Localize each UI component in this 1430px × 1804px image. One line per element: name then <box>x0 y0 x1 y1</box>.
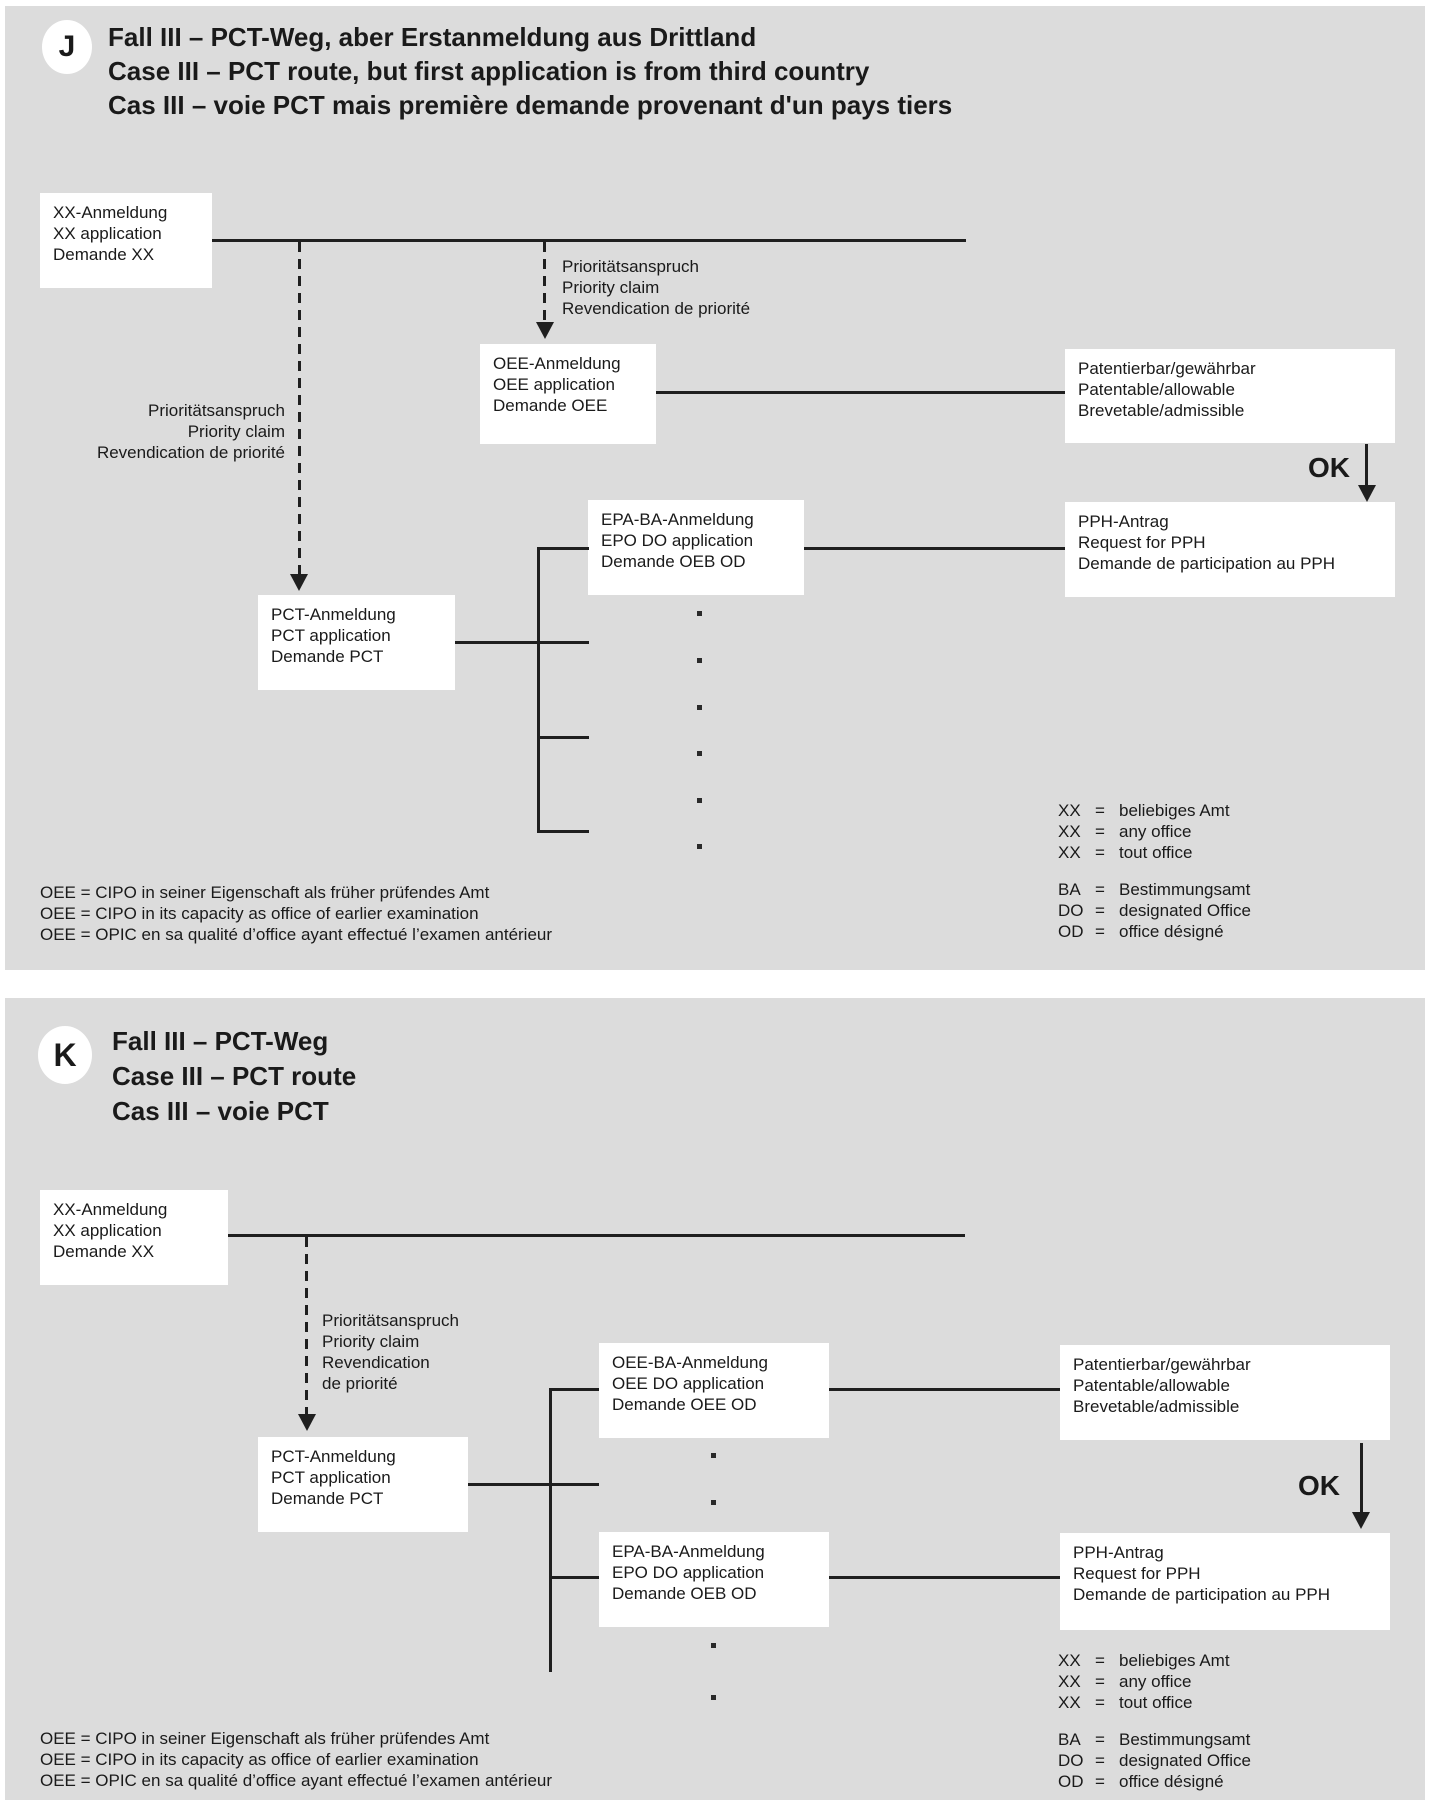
legend-abbreviations-j <box>1058 800 1251 942</box>
box-line: Demande XX <box>53 245 155 264</box>
legend-abbr: XX <box>1058 822 1081 841</box>
box-line: Request for PPH <box>1078 533 1206 552</box>
box-patentable-k <box>1060 1345 1390 1440</box>
legend-row <box>1058 1650 1251 1671</box>
legend-oee-j <box>40 882 552 945</box>
legend-equals: = <box>1095 880 1105 899</box>
box-line: Demande OEE <box>493 396 608 415</box>
box-xx-application-j <box>40 193 212 288</box>
ok-arrow-line-j <box>1365 444 1368 486</box>
box-line: Brevetable/admissible <box>1078 401 1245 420</box>
legend-text: Bestimmungsamt <box>1119 880 1251 899</box>
ellipsis-dot <box>697 798 702 803</box>
legend-equals: = <box>1095 1651 1105 1670</box>
ellipsis-dot <box>711 1695 716 1700</box>
legend-row <box>1058 1671 1251 1692</box>
box-line: Request for PPH <box>1073 1564 1201 1583</box>
ellipsis-dot <box>711 1453 716 1458</box>
box-pph-request-k <box>1060 1533 1390 1630</box>
legend-row <box>1058 1692 1251 1713</box>
connector-epo-do-to-pph-k <box>829 1576 1060 1579</box>
box-line: PCT-Anmeldung <box>271 1447 396 1466</box>
box-line: Demande OEE OD <box>612 1395 757 1414</box>
panel-j-title-en: Case III – PCT route, but first application is from third country <box>108 56 870 86</box>
connector-epo-to-pph-j <box>804 547 1065 550</box>
priority-label-line: Revendication de priorité <box>562 299 751 318</box>
panel-k-title <box>112 1024 356 1129</box>
legend-row <box>1058 879 1251 900</box>
box-line: PCT application <box>271 1468 391 1487</box>
priority-label-line: de priorité <box>322 1374 398 1393</box>
panel-j-title-de: Fall III – PCT-Weg, aber Erstanmeldung aus Drittland <box>108 22 757 52</box>
legend-text: office désigné <box>1119 922 1224 941</box>
connector-oee-do-to-patentable-k <box>829 1388 1060 1391</box>
priority-label-line: Priority claim <box>187 422 285 441</box>
ellipsis-dot <box>711 1500 716 1505</box>
legend-abbr: XX <box>1058 1693 1081 1712</box>
legend-oee-k <box>40 1728 552 1791</box>
box-xx-application-k <box>40 1190 228 1285</box>
panel-badge-k <box>38 1026 92 1084</box>
legend-row <box>1058 1729 1251 1750</box>
box-line: Patentable/allowable <box>1078 380 1235 399</box>
legend-equals: = <box>1095 843 1105 862</box>
box-line: Patentierbar/gewährbar <box>1073 1355 1251 1374</box>
box-line: EPO DO application <box>612 1563 765 1582</box>
ok-arrowhead-icon <box>1352 1512 1370 1529</box>
box-pct-application-k <box>258 1437 468 1532</box>
legend-equals: = <box>1095 1672 1105 1691</box>
legend-line: OEE = OPIC en sa qualité d’office ayant effectué l’examen antérieur <box>40 925 553 944</box>
legend-abbr: DO <box>1058 901 1084 920</box>
ellipsis-dot <box>697 751 702 756</box>
legend-line: OEE = CIPO in seiner Eigenschaft als früher prüfendes Amt <box>40 883 490 902</box>
box-line: Demande OEB OD <box>612 1584 757 1603</box>
box-patentable-j <box>1065 349 1395 443</box>
box-line: PCT-Anmeldung <box>271 605 396 624</box>
connector-xx-main-line-k <box>228 1234 965 1237</box>
connector-bus-vertical-k <box>549 1390 552 1672</box>
box-line: XX-Anmeldung <box>53 1200 168 1219</box>
legend-abbr: XX <box>1058 1672 1081 1691</box>
legend-text: designated Office <box>1119 901 1251 920</box>
priority-label-line: Revendication <box>322 1353 430 1372</box>
priority-dashed-line-k <box>305 1237 308 1414</box>
ok-label-j: OK <box>1308 452 1350 483</box>
legend-row <box>1058 921 1251 942</box>
priority-label-line: Prioritätsanspruch <box>322 1311 460 1330</box>
priority-arrowhead-icon <box>290 574 308 591</box>
connector-bus-top-stub-j <box>537 547 589 550</box>
connector-bus-vertical-j <box>537 549 540 833</box>
legend-text: designated Office <box>1119 1751 1251 1770</box>
ellipsis-dot <box>697 611 702 616</box>
legend-equals: = <box>1095 1693 1105 1712</box>
box-line: OEE application <box>493 375 615 394</box>
box-line: PPH-Antrag <box>1078 512 1169 531</box>
legend-row <box>1058 821 1251 842</box>
box-oee-application-j <box>480 344 656 444</box>
legend-row <box>1058 900 1251 921</box>
box-line: EPA-BA-Anmeldung <box>601 510 754 529</box>
priority-dashed-line-left-j <box>298 242 301 574</box>
box-line: Demande de participation au PPH <box>1073 1585 1331 1604</box>
connector-pct-to-bus-j <box>455 641 589 644</box>
box-epo-do-application-j <box>588 500 804 595</box>
legend-text: any office <box>1119 1672 1192 1691</box>
panel-j-title <box>108 20 952 122</box>
legend-equals: = <box>1095 801 1105 820</box>
box-line: EPA-BA-Anmeldung <box>612 1542 765 1561</box>
legend-abbreviations-k <box>1058 1650 1251 1792</box>
legend-abbr: BA <box>1058 880 1081 899</box>
box-oee-do-application-k <box>599 1343 829 1438</box>
legend-text: beliebiges Amt <box>1119 1651 1230 1670</box>
box-line: PPH-Antrag <box>1073 1543 1164 1562</box>
priority-label-line: Revendication de priorité <box>96 443 285 462</box>
ellipsis-dot <box>711 1643 716 1648</box>
legend-row <box>1058 842 1251 863</box>
box-line: OEE-Anmeldung <box>493 354 621 373</box>
priority-claim-label-left-j <box>85 400 285 463</box>
legend-gap <box>1058 863 1251 879</box>
box-pph-request-j <box>1065 502 1395 597</box>
priority-claim-label-k <box>322 1310 542 1394</box>
legend-line: OEE = CIPO in its capacity as office of earlier examination <box>40 904 479 923</box>
box-line: EPO DO application <box>601 531 754 550</box>
legend-text: tout office <box>1119 843 1193 862</box>
priority-label-line: Priority claim <box>322 1332 420 1351</box>
ok-arrowhead-icon <box>1358 485 1376 502</box>
box-line: OEE-BA-Anmeldung <box>612 1353 768 1372</box>
box-line: Demande XX <box>53 1242 155 1261</box>
panel-badge-k-letter: K <box>53 1036 77 1073</box>
box-line: Patentable/allowable <box>1073 1376 1230 1395</box>
legend-abbr: OD <box>1058 1772 1084 1791</box>
box-line: Demande PCT <box>271 647 384 666</box>
box-line: XX-Anmeldung <box>53 203 168 222</box>
box-pct-application-j <box>258 595 455 690</box>
panel-badge-j <box>42 20 92 74</box>
ellipsis-dot <box>697 705 702 710</box>
priority-arrowhead-icon <box>536 322 554 339</box>
ok-label-k: OK <box>1298 1470 1340 1501</box>
legend-text: Bestimmungsamt <box>1119 1730 1251 1749</box>
legend-abbr: XX <box>1058 843 1081 862</box>
panel-k-title-en: Case III – PCT route <box>112 1061 357 1091</box>
box-line: XX application <box>53 1221 162 1240</box>
panel-badge-j-letter: J <box>58 30 76 63</box>
legend-abbr: XX <box>1058 801 1081 820</box>
legend-abbr: OD <box>1058 922 1084 941</box>
box-line: Demande PCT <box>271 1489 384 1508</box>
priority-dashed-line-top-j <box>543 242 546 322</box>
panel-k-title-fr: Cas III – voie PCT <box>112 1096 329 1126</box>
connector-bus-stub3-j <box>537 830 589 833</box>
legend-abbr: DO <box>1058 1751 1084 1770</box>
priority-label-line: Prioritätsanspruch <box>147 401 285 420</box>
legend-text: office désigné <box>1119 1772 1224 1791</box>
panel-k-title-de: Fall III – PCT-Weg <box>112 1026 329 1056</box>
connector-bus-stub2-j <box>537 736 589 739</box>
box-line: PCT application <box>271 626 391 645</box>
legend-text: tout office <box>1119 1693 1193 1712</box>
legend-equals: = <box>1095 922 1105 941</box>
box-line: OEE DO application <box>612 1374 765 1393</box>
legend-equals: = <box>1095 1730 1105 1749</box>
ok-arrow-line-k <box>1360 1443 1363 1513</box>
legend-equals: = <box>1095 1772 1105 1791</box>
legend-equals: = <box>1095 1751 1105 1770</box>
priority-label-line: Priority claim <box>562 278 660 297</box>
legend-text: any office <box>1119 822 1192 841</box>
connector-xx-main-line-j <box>212 239 966 242</box>
box-epo-do-application-k <box>599 1532 829 1627</box>
priority-claim-label-top-j <box>562 256 822 319</box>
ellipsis-dot <box>697 658 702 663</box>
box-line: Demande OEB OD <box>601 552 746 571</box>
connector-pct-to-bus-k <box>468 1483 599 1486</box>
legend-line: OEE = CIPO in its capacity as office of earlier examination <box>40 1750 479 1769</box>
legend-text: beliebiges Amt <box>1119 801 1230 820</box>
legend-row <box>1058 1750 1251 1771</box>
legend-line: OEE = OPIC en sa qualité d’office ayant effectué l’examen antérieur <box>40 1771 553 1790</box>
box-line: Brevetable/admissible <box>1073 1397 1240 1416</box>
box-line: Patentierbar/gewährbar <box>1078 359 1256 378</box>
legend-abbr: XX <box>1058 1651 1081 1670</box>
connector-bus-to-epo-do-k <box>549 1576 599 1579</box>
legend-equals: = <box>1095 822 1105 841</box>
box-line: Demande de participation au PPH <box>1078 554 1336 573</box>
legend-abbr: BA <box>1058 1730 1081 1749</box>
connector-oee-to-patentable-j <box>656 391 1065 394</box>
legend-row <box>1058 1771 1251 1792</box>
priority-arrowhead-icon <box>298 1414 316 1431</box>
legend-line: OEE = CIPO in seiner Eigenschaft als früher prüfendes Amt <box>40 1729 490 1748</box>
legend-gap <box>1058 1713 1251 1729</box>
ellipsis-dot <box>697 844 702 849</box>
legend-equals: = <box>1095 901 1105 920</box>
box-line: XX application <box>53 224 162 243</box>
connector-bus-to-oee-do-k <box>549 1388 599 1391</box>
legend-row <box>1058 800 1251 821</box>
panel-j-title-fr: Cas III – voie PCT mais première demande provenant d'un pays tiers <box>108 90 953 120</box>
priority-label-line: Prioritätsanspruch <box>562 257 700 276</box>
